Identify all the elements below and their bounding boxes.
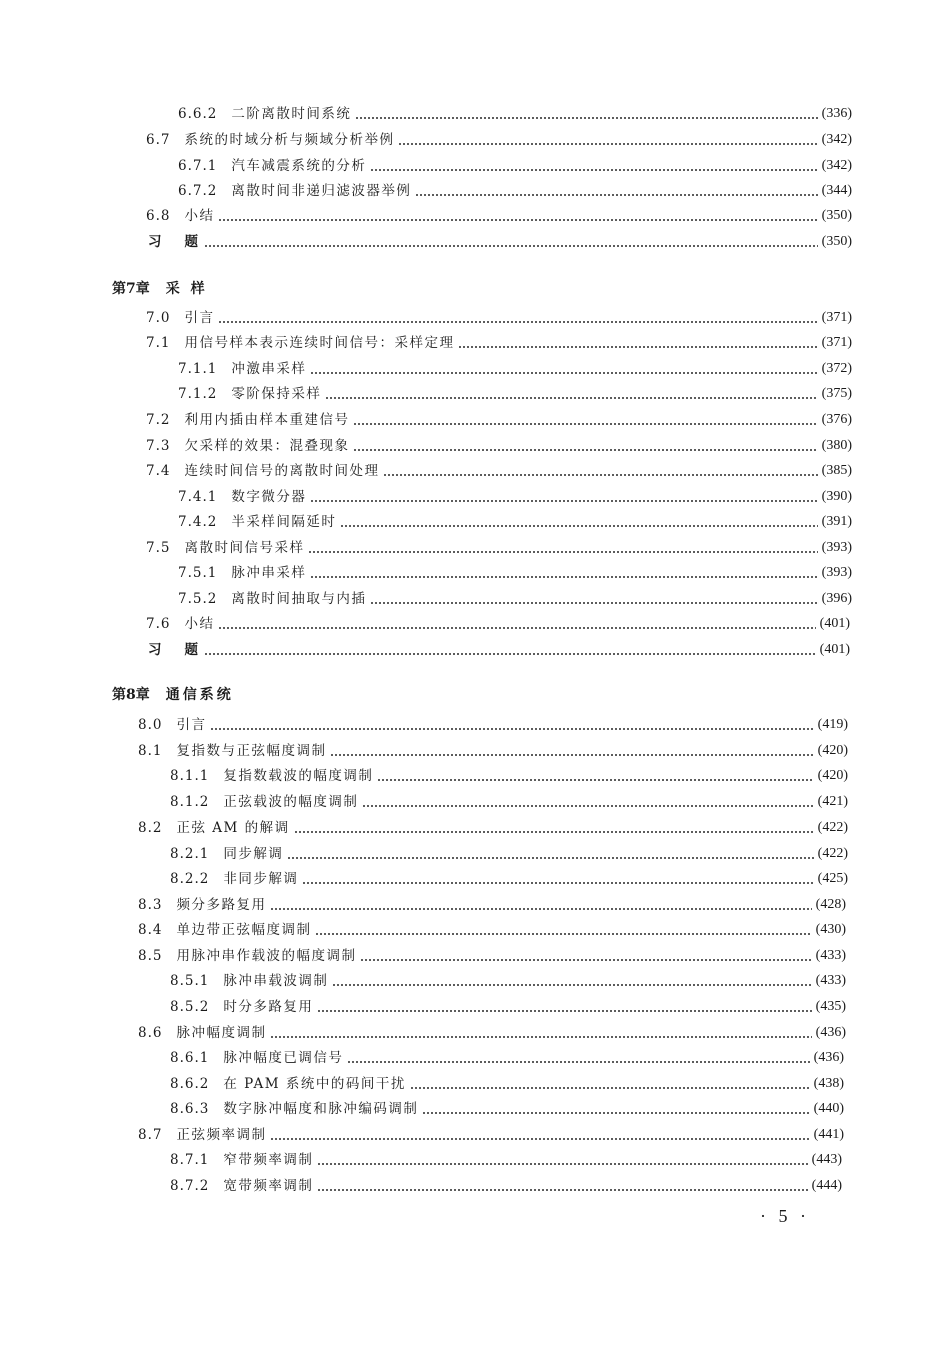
dot-leader <box>204 245 818 247</box>
section-title: 同步解调 <box>223 846 284 862</box>
section-number: 习 <box>148 642 163 658</box>
toc-entry[interactable] <box>170 1095 844 1117</box>
toc-entry[interactable] <box>178 559 852 581</box>
section-title: 半采样间隔延时 <box>231 514 337 530</box>
page-ref: (440) <box>813 1101 844 1116</box>
section-title: 用脉冲串作载波的幅度调制 <box>176 948 357 964</box>
dot-leader <box>330 754 813 756</box>
page-number: · 5 · <box>760 1206 810 1226</box>
chapter-number: 第7章 <box>112 281 150 297</box>
toc-entry[interactable] <box>170 865 848 887</box>
page-ref: (436) <box>813 1050 844 1065</box>
toc-entry[interactable] <box>146 329 852 351</box>
toc-entry[interactable] <box>146 610 850 632</box>
toc-entry[interactable] <box>178 585 852 607</box>
section-title: 引言 <box>176 717 207 733</box>
page-ref: (376) <box>821 412 852 427</box>
section-title: 数字脉冲幅度和脉冲编码调制 <box>223 1101 419 1117</box>
page-ref: (344) <box>821 183 852 198</box>
page-ref: (371) <box>821 335 852 350</box>
dot-leader <box>287 857 813 859</box>
section-title: 小结 <box>184 208 215 224</box>
dot-leader <box>353 449 817 451</box>
dot-leader <box>422 1112 809 1114</box>
section-title: 正弦载波的幅度调制 <box>223 794 359 810</box>
dot-leader <box>355 117 817 119</box>
page-ref: (385) <box>821 463 852 478</box>
page-ref: (401) <box>819 642 850 657</box>
section-number: 7.3 <box>146 438 171 454</box>
toc-entry[interactable] <box>138 711 848 733</box>
page-ref: (438) <box>813 1076 844 1091</box>
section-number: 7.2 <box>146 412 171 428</box>
section-title: 时分多路复用 <box>223 999 314 1015</box>
section-number: 8.5 <box>138 948 163 964</box>
page-ref: (342) <box>821 158 852 173</box>
page-ref: (422) <box>817 846 848 861</box>
page-ref: (419) <box>817 717 848 732</box>
section-number: 6.7 <box>146 132 171 148</box>
section-title: 非同步解调 <box>223 871 299 887</box>
section-number: 6.7.2 <box>178 183 218 199</box>
toc-entry[interactable] <box>170 1172 842 1194</box>
dot-leader <box>370 602 817 604</box>
section-title: 复指数与正弦幅度调制 <box>176 743 327 759</box>
page-ref: (428) <box>815 897 846 912</box>
toc-entry[interactable] <box>178 483 852 505</box>
dot-leader <box>308 551 817 553</box>
section-title: 零阶保持采样 <box>231 386 322 402</box>
dot-leader <box>302 882 813 884</box>
section-number: 8.7.2 <box>170 1178 210 1194</box>
page-ref: (422) <box>817 820 848 835</box>
section-number: 6.6.2 <box>178 106 218 122</box>
dot-leader <box>270 1036 811 1038</box>
dot-leader <box>383 474 817 476</box>
section-title: 用信号样本表示连续时间信号：采样定理 <box>184 335 455 351</box>
dot-leader <box>370 169 817 171</box>
section-title: 数字微分器 <box>231 489 307 505</box>
section-number: 8.2.1 <box>170 846 210 862</box>
section-number: 8.3 <box>138 897 163 913</box>
page-ref: (393) <box>821 540 852 555</box>
page-ref: (436) <box>815 1025 846 1040</box>
chapter-number: 第8章 <box>112 687 150 703</box>
dot-leader <box>317 1010 811 1012</box>
page-ref: (396) <box>821 591 852 606</box>
toc-entry[interactable] <box>146 304 852 326</box>
page-ref: (441) <box>813 1127 844 1142</box>
toc-entry[interactable] <box>178 100 852 122</box>
section-number: 8.1.2 <box>170 794 210 810</box>
section-title: 宽带频率调制 <box>223 1178 314 1194</box>
dot-leader <box>218 219 817 221</box>
section-number: 7.1.2 <box>178 386 218 402</box>
section-title: 题 <box>184 642 200 658</box>
dot-leader <box>362 805 813 807</box>
page-ref: (350) <box>821 208 852 223</box>
dot-leader <box>210 728 813 730</box>
section-number: 7.0 <box>146 310 171 326</box>
section-number: 7.4.1 <box>178 489 218 505</box>
page-ref: (435) <box>815 999 846 1014</box>
toc-entry[interactable] <box>146 126 852 148</box>
section-title: 汽车减震系统的分析 <box>231 158 367 174</box>
section-title: 小结 <box>184 616 215 632</box>
section-title: 欠采样的效果：混叠现象 <box>184 438 350 454</box>
dot-leader <box>458 346 817 348</box>
toc-entry[interactable] <box>170 1044 844 1066</box>
dot-leader <box>310 372 817 374</box>
chapter-heading <box>112 684 234 704</box>
section-number: 习 <box>148 234 163 250</box>
section-number: 8.1.1 <box>170 768 210 784</box>
section-number: 8.1 <box>138 743 163 759</box>
section-title: 脉冲串采样 <box>231 565 307 581</box>
toc-entry[interactable] <box>178 177 852 199</box>
chapter-title: 采 样 <box>165 281 208 297</box>
toc-entry[interactable] <box>170 1070 844 1092</box>
section-title: 连续时间信号的离散时间处理 <box>184 463 380 479</box>
page-ref: (430) <box>815 922 846 937</box>
section-number: 8.5.2 <box>170 999 210 1015</box>
toc-entry[interactable] <box>138 942 846 964</box>
toc-entry[interactable] <box>170 1146 842 1168</box>
page-ref: (401) <box>819 616 850 631</box>
section-title: 正弦频率调制 <box>176 1127 267 1143</box>
dot-leader <box>377 779 813 781</box>
dot-leader <box>415 194 817 196</box>
section-title: 脉冲串载波调制 <box>223 973 329 989</box>
toc-entry[interactable] <box>178 508 852 530</box>
page-ref: (391) <box>821 514 852 529</box>
section-title: 二阶离散时间系统 <box>231 106 352 122</box>
section-title: 脉冲幅度已调信号 <box>223 1050 344 1066</box>
section-title: 在 PAM 系统中的码间干扰 <box>223 1076 406 1092</box>
dot-leader <box>294 831 814 833</box>
section-title: 冲激串采样 <box>231 361 307 377</box>
dot-leader <box>270 1138 809 1140</box>
section-number: 7.5.1 <box>178 565 218 581</box>
toc-entry[interactable] <box>138 737 848 759</box>
page-ref: (433) <box>815 948 846 963</box>
page-ref: (380) <box>821 438 852 453</box>
toc-entry[interactable] <box>148 636 850 658</box>
section-number: 8.4 <box>138 922 163 938</box>
toc-entry[interactable] <box>170 993 846 1015</box>
toc-entry[interactable] <box>178 355 852 377</box>
section-number: 7.1 <box>146 335 171 351</box>
toc-entry[interactable] <box>138 916 846 938</box>
chapter-heading <box>112 278 208 298</box>
toc-entry[interactable] <box>138 814 848 836</box>
toc-entry[interactable] <box>178 380 852 402</box>
dot-leader <box>317 1189 807 1191</box>
toc-entry[interactable] <box>170 967 846 989</box>
page-ref: (371) <box>821 310 852 325</box>
section-number: 8.7.1 <box>170 1152 210 1168</box>
toc-entry[interactable] <box>146 534 852 556</box>
toc-entry[interactable] <box>178 152 852 174</box>
dot-leader <box>218 321 817 323</box>
section-number: 8.6.2 <box>170 1076 210 1092</box>
page-ref: (443) <box>811 1152 842 1167</box>
page-ref: (444) <box>811 1178 842 1193</box>
section-title: 单边带正弦幅度调制 <box>176 922 312 938</box>
dot-leader <box>310 500 817 502</box>
page-ref: (421) <box>817 794 848 809</box>
dot-leader <box>218 627 815 629</box>
dot-leader <box>332 984 811 986</box>
section-number: 8.7 <box>138 1127 163 1143</box>
toc-entry[interactable] <box>138 891 846 913</box>
section-number: 6.7.1 <box>178 158 218 174</box>
dot-leader <box>310 576 817 578</box>
page-ref: (420) <box>817 768 848 783</box>
section-title: 引言 <box>184 310 215 326</box>
page-ref: (372) <box>821 361 852 376</box>
toc-entry[interactable] <box>170 788 848 810</box>
section-title: 离散时间非递归滤波器举例 <box>231 183 412 199</box>
page-ref: (420) <box>817 743 848 758</box>
section-number: 8.2.2 <box>170 871 210 887</box>
section-title: 复指数载波的幅度调制 <box>223 768 374 784</box>
page-ref: (433) <box>815 973 846 988</box>
page-ref: (425) <box>817 871 848 886</box>
section-title: 正弦 AM 的解调 <box>176 820 290 836</box>
section-number: 7.6 <box>146 616 171 632</box>
dot-leader <box>410 1087 810 1089</box>
dot-leader <box>317 1163 807 1165</box>
toc-entry[interactable] <box>148 228 852 250</box>
section-number: 8.0 <box>138 717 163 733</box>
dot-leader <box>270 908 811 910</box>
section-title: 系统的时域分析与频域分析举例 <box>184 132 395 148</box>
section-title: 利用内插由样本重建信号 <box>184 412 350 428</box>
section-title: 窄带频率调制 <box>223 1152 314 1168</box>
section-number: 7.5 <box>146 540 171 556</box>
dot-leader <box>360 959 811 961</box>
dot-leader <box>315 933 811 935</box>
section-number: 8.6.1 <box>170 1050 210 1066</box>
toc-entry[interactable] <box>146 457 852 479</box>
toc-entry[interactable] <box>146 406 852 428</box>
section-number: 7.1.1 <box>178 361 218 377</box>
toc-entry[interactable] <box>146 432 852 454</box>
dot-leader <box>353 423 817 425</box>
toc-entry[interactable] <box>138 1019 846 1041</box>
chapter-title: 通信系统 <box>165 687 234 703</box>
section-number: 8.6.3 <box>170 1101 210 1117</box>
section-number: 8.5.1 <box>170 973 210 989</box>
section-number: 7.4.2 <box>178 514 218 530</box>
dot-leader <box>340 525 817 527</box>
dot-leader <box>204 653 816 655</box>
dot-leader <box>398 143 817 145</box>
page-ref: (336) <box>821 106 852 121</box>
page-ref: (390) <box>821 489 852 504</box>
page-ref: (375) <box>821 386 852 401</box>
section-title: 离散时间抽取与内插 <box>231 591 367 607</box>
toc-entry[interactable] <box>170 840 848 862</box>
section-number: 7.4 <box>146 463 171 479</box>
section-title: 题 <box>184 234 200 250</box>
section-number: 8.6 <box>138 1025 163 1041</box>
section-title: 离散时间信号采样 <box>184 540 305 556</box>
section-title: 频分多路复用 <box>176 897 267 913</box>
page-ref: (342) <box>821 132 852 147</box>
toc-entry[interactable] <box>138 1121 844 1143</box>
page-ref: (393) <box>821 565 852 580</box>
page-ref: (350) <box>821 234 852 249</box>
section-number: 6.8 <box>146 208 171 224</box>
section-number: 8.2 <box>138 820 163 836</box>
dot-leader <box>347 1061 809 1063</box>
toc-entry[interactable] <box>170 762 848 784</box>
section-title: 脉冲幅度调制 <box>176 1025 267 1041</box>
section-number: 7.5.2 <box>178 591 218 607</box>
dot-leader <box>325 397 817 399</box>
toc-entry[interactable] <box>146 202 852 224</box>
